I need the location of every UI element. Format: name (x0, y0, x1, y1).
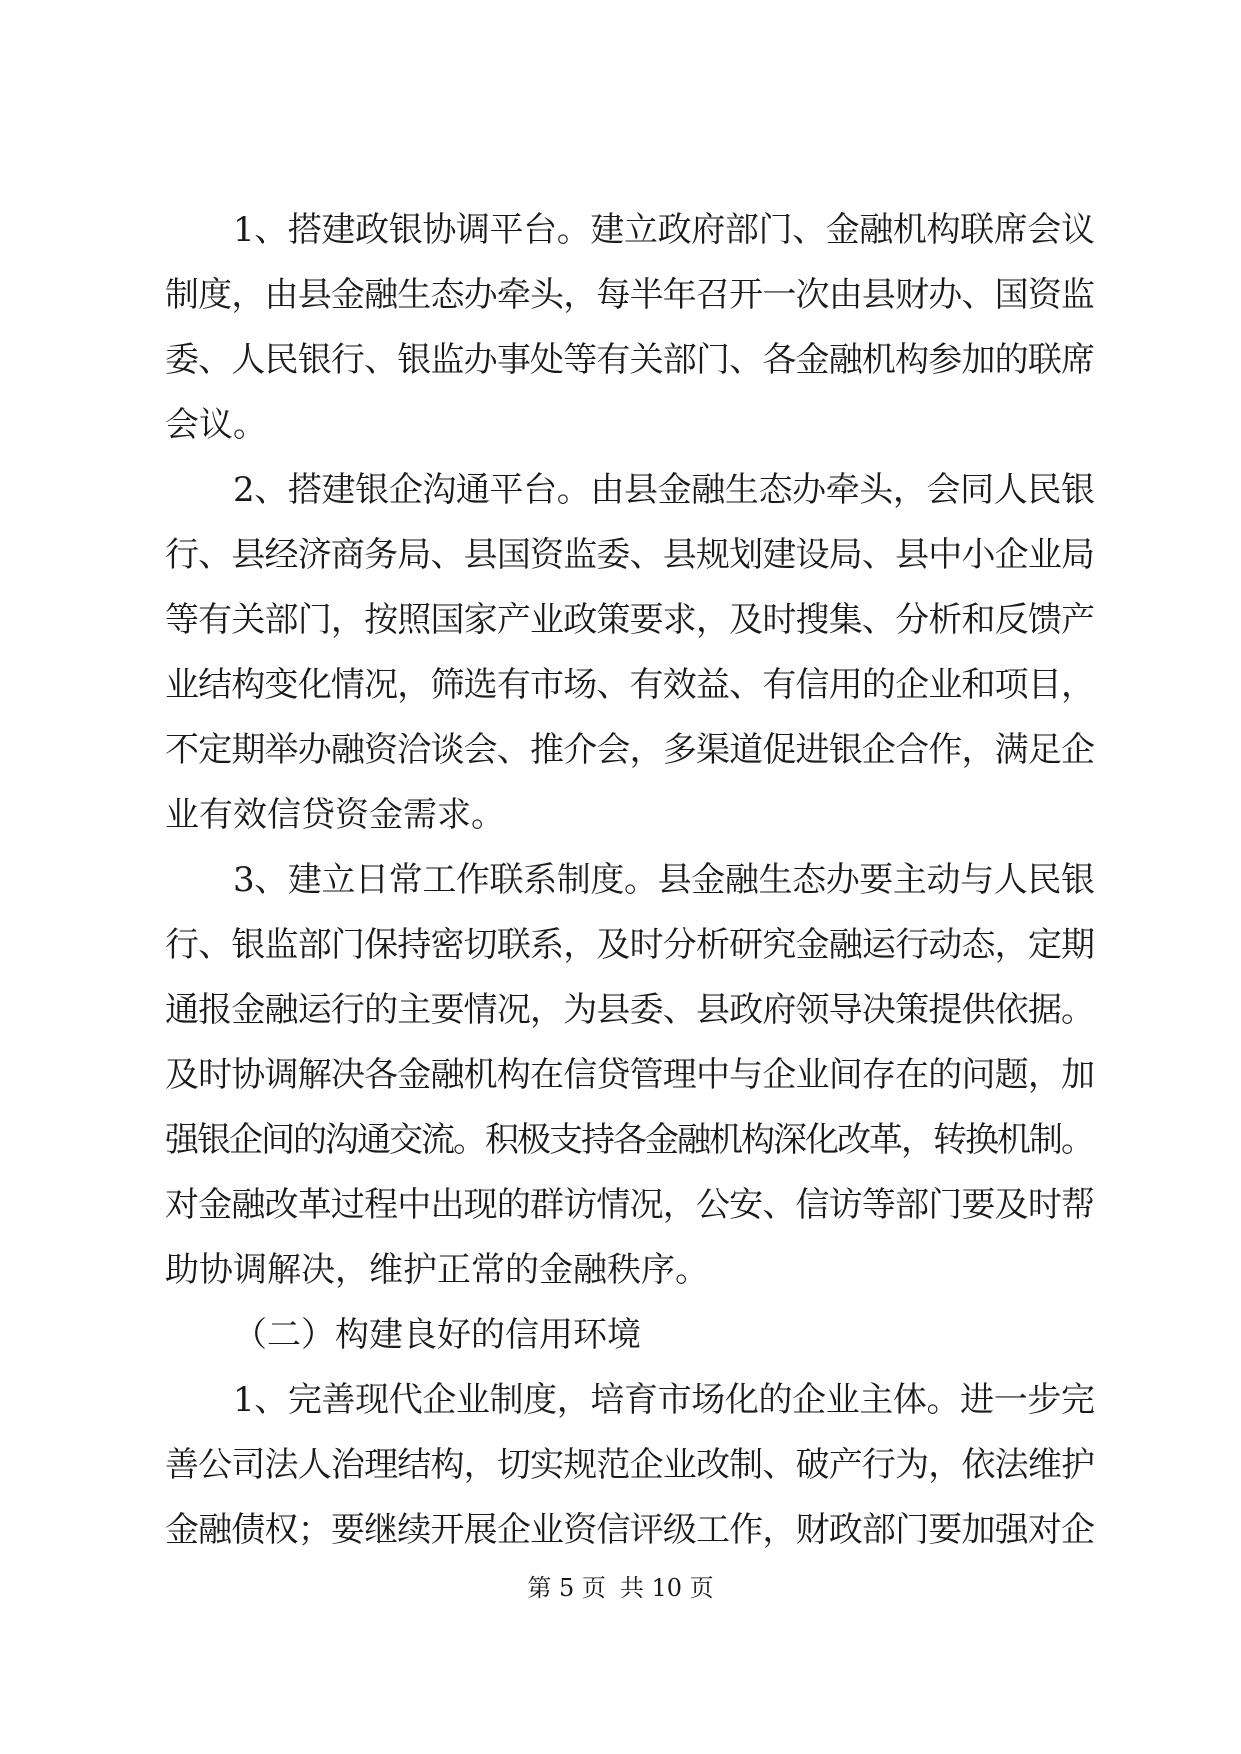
paragraph-2-line-6: 业有效信贷资金需求。 (165, 795, 505, 835)
paragraph-1-line-4: 会议。 (165, 405, 267, 445)
paragraph-3-line-2: 行、银监部门保持密切联系，及时分析研究金融运行动态，定期 (165, 925, 1095, 965)
paragraph-3-line-4: 及时协调解决各金融机构在信贷管理中与企业间存在的问题，加 (165, 1055, 1095, 1095)
paragraph-1-line-1: 1、搭建政银协调平台。建立政府部门、金融机构联席会议 (233, 210, 1095, 250)
paragraph-5-line-2: 善公司法人治理结构，切实规范企业改制、破产行为，依法维护 (165, 1445, 1095, 1485)
paragraph-2-line-4: 业结构变化情况，筛选有市场、有效益、有信用的企业和项目， (165, 665, 1095, 705)
paragraph-5-line-1: 1、完善现代企业制度，培育市场化的企业主体。进一步完 (233, 1380, 1095, 1420)
paragraph-2-line-3: 等有关部门，按照国家产业政策要求，及时搜集、分析和反馈产 (165, 600, 1095, 640)
paragraph-3-line-6: 对金融改革过程中出现的群访情况，公安、信访等部门要及时帮 (165, 1185, 1095, 1225)
paragraph-3-line-1: 3、建立日常工作联系制度。县金融生态办要主动与人民银 (233, 860, 1095, 900)
section-heading: （二）构建良好的信用环境 (233, 1315, 641, 1355)
paragraph-3-line-7: 助协调解决，维护正常的金融秩序。 (165, 1250, 709, 1290)
paragraph-1-line-3: 委、人民银行、银监办事处等有关部门、各金融机构参加的联席 (165, 340, 1095, 380)
page-total: 共 10 页 (619, 1574, 714, 1602)
page-number: 第 5 页 (527, 1574, 606, 1602)
paragraph-3-line-5: 强银企间的沟通交流。积极支持各金融机构深化改革，转换机制。 (165, 1120, 1093, 1160)
paragraph-5-line-3: 金融债权；要继续开展企业资信评级工作，财政部门要加强对企 (165, 1510, 1095, 1550)
page-footer (0, 1570, 1241, 1606)
paragraph-2-line-5: 不定期举办融资洽谈会、推介会，多渠道促进银企合作，满足企 (165, 730, 1095, 770)
paragraph-2-line-1: 2、搭建银企沟通平台。由县金融生态办牵头，会同人民银 (233, 470, 1095, 510)
paragraph-3-line-3: 通报金融运行的主要情况，为县委、县政府领导决策提供依据。 (165, 990, 1095, 1030)
paragraph-2-line-2: 行、县经济商务局、县国资监委、县规划建设局、县中小企业局 (165, 535, 1095, 575)
paragraph-1-line-2: 制度，由县金融生态办牵头，每半年召开一次由县财办、国资监 (165, 275, 1095, 315)
